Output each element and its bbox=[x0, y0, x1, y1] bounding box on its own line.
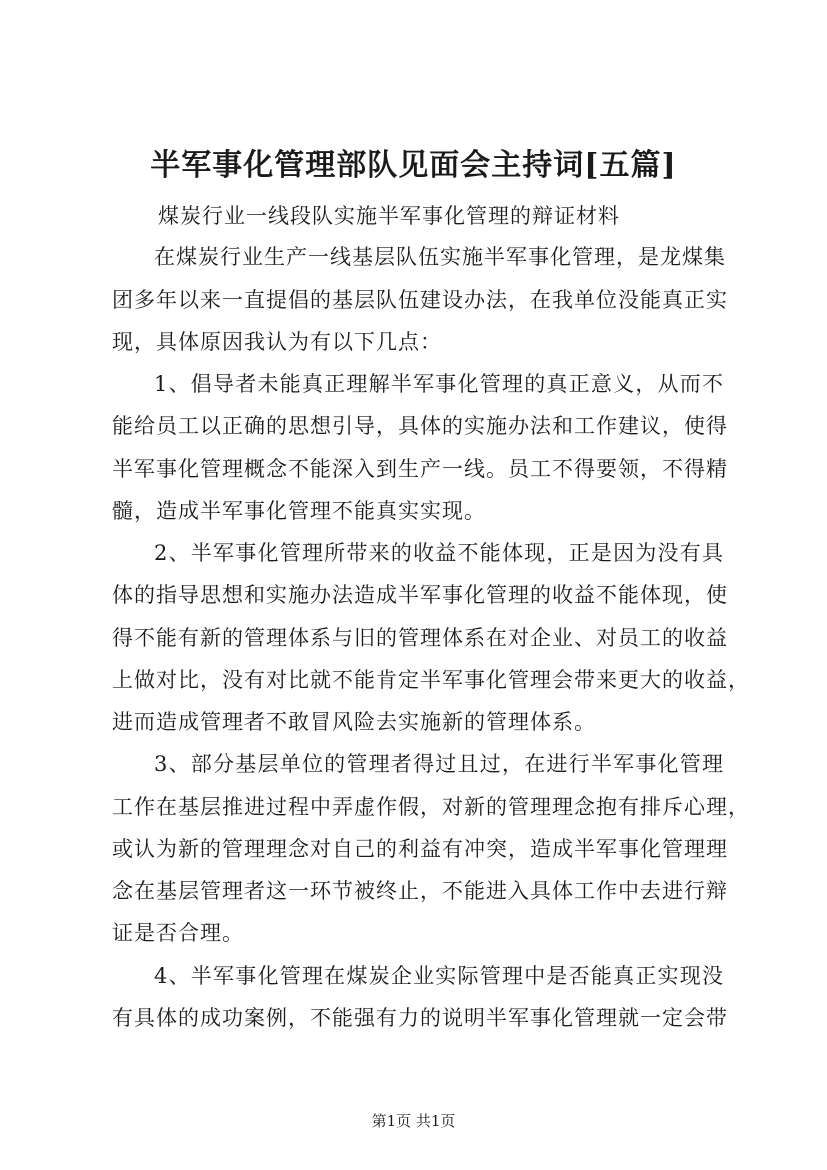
paragraph-line: 在煤炭行业生产一线基层队伍实施半军事化管理，是龙煤集 bbox=[154, 245, 726, 269]
paragraph-line: 进而造成管理者不敢冒风险去实施新的管理体系。 bbox=[112, 710, 596, 734]
paragraph-line: 上做对比，没有对比就不能肯定半军事化管理会带来更大的收益， bbox=[112, 668, 750, 692]
page-number-footer: 第1页 共1页 bbox=[371, 1112, 456, 1130]
paragraph-line: 3、部分基层单位的管理者得过且过，在进行半军事化管理 bbox=[154, 752, 724, 776]
document-title: 半军事化管理部队见面会主持词[五篇] bbox=[150, 148, 677, 183]
paragraph-line: 能给员工以正确的思想引导，具体的实施办法和工作建议，使得 bbox=[112, 414, 728, 438]
paragraph-line: 1、倡导者未能真正理解半军事化管理的真正意义，从而不 bbox=[154, 372, 724, 396]
document-subtitle: 煤炭行业一线段队实施半军事化管理的辩证材料 bbox=[158, 204, 620, 228]
paragraph-line: 现，具体原因我认为有以下几点： bbox=[112, 330, 442, 354]
paragraph-line: 4、半军事化管理在煤炭企业实际管理中是否能真正实现没 bbox=[154, 964, 724, 988]
paragraph-line: 念在基层管理者这一环节被终止，不能进入具体工作中去进行辩 bbox=[112, 879, 728, 903]
paragraph-line: 或认为新的管理理念对自己的利益有冲突，造成半军事化管理理 bbox=[112, 837, 728, 861]
paragraph-line: 半军事化管理概念不能深入到生产一线。员工不得要领，不得精 bbox=[112, 457, 728, 481]
paragraph-line: 有具体的成功案例，不能强有力的说明半军事化管理就一定会带 bbox=[112, 1006, 728, 1030]
paragraph-line: 证是否合理。 bbox=[112, 921, 244, 945]
paragraph-line: 体的指导思想和实施办法造成半军事化管理的收益不能体现，使 bbox=[112, 583, 728, 607]
paragraph-line: 工作在基层推进过程中弄虚作假，对新的管理理念抱有排斥心理， bbox=[112, 795, 750, 819]
paragraph-line: 2、半军事化管理所带来的收益不能体现，正是因为没有具 bbox=[154, 541, 724, 565]
paragraph-line: 髓，造成半军事化管理不能真实实现。 bbox=[112, 499, 486, 523]
paragraph-line: 团多年以来一直提倡的基层队伍建设办法，在我单位没能真正实 bbox=[112, 288, 728, 312]
paragraph-line: 得不能有新的管理体系与旧的管理体系在对企业、对员工的收益 bbox=[112, 626, 728, 650]
